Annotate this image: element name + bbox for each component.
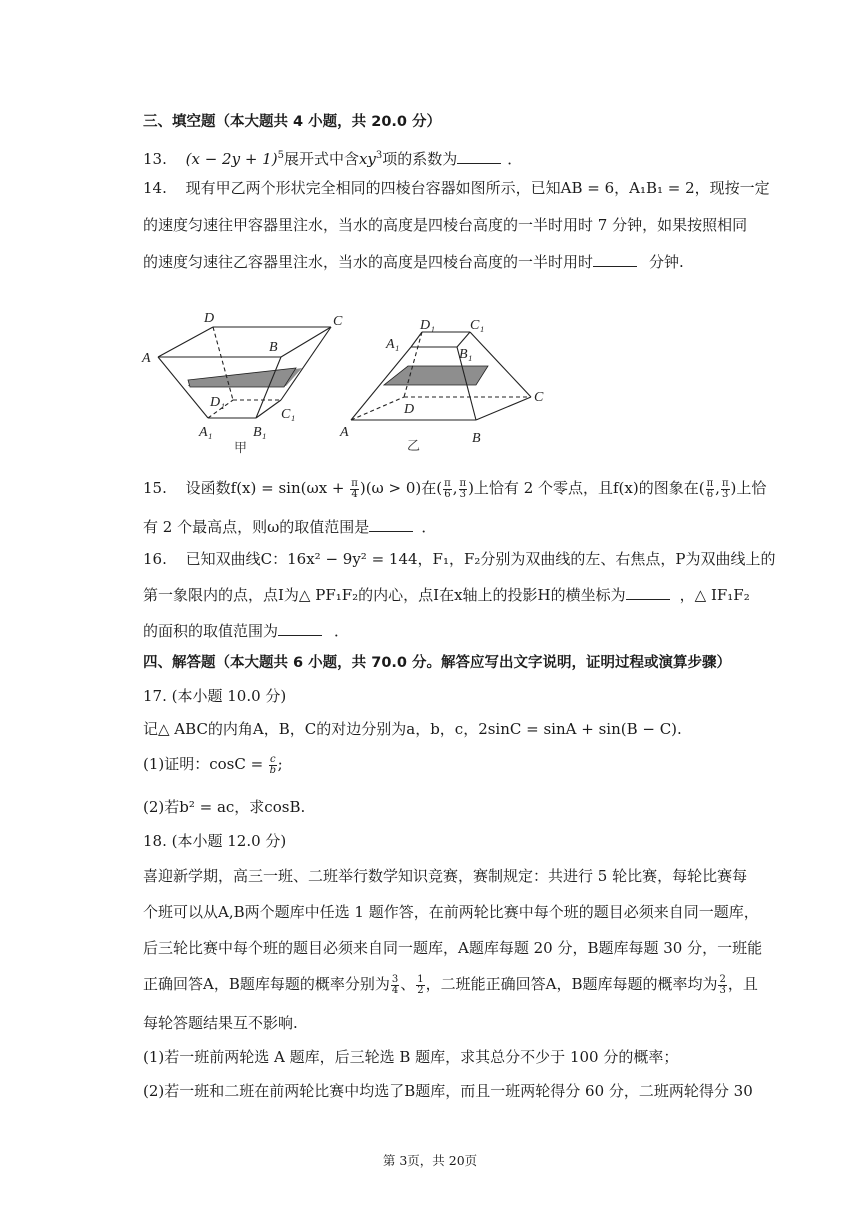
q13-end: ． (507, 150, 523, 168)
yi-label-d1: D₁ (420, 318, 435, 333)
yi-label-c1: C₁ (470, 318, 485, 333)
figure-yi (351, 332, 531, 420)
frac-num: π (721, 477, 729, 489)
frac-den: b (269, 764, 276, 776)
frustum-figures (136, 300, 556, 460)
frac-den: 3 (459, 488, 466, 500)
frac-num: 1 (417, 973, 424, 985)
figure-jia (158, 327, 331, 418)
question-16-line-2 (143, 585, 750, 605)
frac-den: 6 (706, 488, 714, 500)
jia-label-c: C (333, 314, 343, 329)
frac-num: π (706, 477, 714, 489)
question-15-line-2 (143, 517, 436, 537)
q16-answer-blank-1 (626, 585, 670, 600)
q14-line-1-text: 现有甲乙两个形状完全相同的四棱台容器如图所示，已知AB = 6，A₁B₁ = 2，现按一定 (185, 179, 770, 197)
q17-header: 17. (本小题 10.0 分) (143, 687, 287, 705)
jia-label-d1: D₁ (210, 395, 225, 410)
q16-line-3-text: 的面积的取值范围为 (143, 622, 279, 640)
q15-frac-pi-6-b (706, 479, 715, 500)
q16-end: ． (334, 622, 350, 640)
q15-text-c: )上恰有 2 个零点，且f(x)的图象在( (468, 479, 705, 497)
q15-number: 15. (143, 479, 167, 497)
q18-line-4 (143, 974, 758, 996)
question-14-line-1 (143, 178, 770, 198)
q14-line-2: 的速度匀速往甲容器里注水，当水的高度是四棱台高度的一半时用时 7 分钟，如果按照相同 (143, 216, 748, 234)
question-16-line-1 (143, 549, 776, 569)
q18-part-2: (2)若一班和二班在前两轮比赛中均选了B题库，而且一班两轮得分 60 分，二班两轮得分 30 (143, 1082, 753, 1100)
q15-frac-pi-3-b (721, 479, 730, 500)
q18-line-4-text-a: 正确回答A，B题库每题的概率分别为 (143, 975, 390, 993)
yi-label-b: B (472, 431, 481, 446)
frac-num: π (351, 477, 358, 489)
frac-num: π (459, 477, 467, 489)
q14-line-3-text-b: 分钟. (649, 253, 684, 271)
q15-line-2-text: 有 2 个最高点，则ω的取值范围是 (143, 518, 370, 536)
q13-exponent: 5 (277, 150, 284, 161)
question-16-line-3 (143, 621, 349, 641)
q15-text-a: 设函数f(x) = sin(ωx + (185, 479, 350, 497)
q18-frac-2-3 (718, 975, 726, 996)
q13-text-b: 项的系数为 (382, 150, 458, 168)
yi-water-surface (384, 366, 488, 385)
question-14-line-3 (143, 252, 684, 272)
yi-label-c: C (534, 390, 544, 405)
q13-answer-blank (457, 149, 501, 164)
q18-line-1: 喜迎新学期，高三一班、二班举行数学知识竞赛，赛制规定：共进行 5 轮比赛，每轮比赛每 (143, 867, 748, 885)
section-4-title: 四、解答题（本大题共 6 小题，共 70.0 分。解答应写出文字说明，证明过程或演算步骤） (143, 655, 732, 671)
q14-number: 14. (143, 179, 167, 197)
yi-label-a: A (340, 425, 349, 440)
yi-label-b1: B₁ (459, 347, 473, 362)
frac-den: 2 (417, 984, 424, 996)
q17-frac-c-b (269, 755, 277, 776)
frac-num: c (269, 753, 276, 765)
jia-label-a: A (142, 351, 151, 366)
q16-line-2-text-b: ，△ IF₁F₂ (679, 586, 750, 604)
page-footer: 第 3页，共 20页 (382, 1153, 478, 1168)
frac-den: 3 (722, 488, 729, 500)
q15-frac-pi-4 (350, 479, 359, 500)
q18-part-1: (1)若一班前两轮选 A 题库，后三轮选 B 题库，求其总分不少于 100 分的概率； (143, 1048, 679, 1066)
q18-header: 18. (本小题 12.0 分) (143, 832, 287, 850)
section-3-title: 三、填空题（本大题共 4 小题，共 20.0 分） (143, 114, 442, 130)
jia-label-c1: C₁ (281, 407, 296, 422)
question-15-line-1: 15. 设函数f(x) = sin(ωx + $\frac{\pi}{4}$ )(ω > 0)在( $\frac{\pi}{6}$ , $\frac{\pi}{3}$ )上恰有 2 个零点，且f(x)的图象在( $\frac{\pi}{6}$ , $\frac{\pi}{3}$ )上恰 (143, 477, 767, 500)
frac-den: 4 (351, 488, 358, 500)
q18-frac-1-2 (416, 975, 424, 996)
jia-label-d: D (204, 311, 215, 326)
question-13 (143, 146, 522, 169)
q15-text-b: )(ω > 0)在( (359, 479, 443, 497)
q16-line-2-text-a: 第一象限内的点，点I为△ PF₁F₂的内心，点I在x轴上的投影H的横坐标为 (143, 586, 626, 604)
q17-part-1-end: ; (277, 755, 283, 773)
q18-line-3: 后三轮比赛中每个班的题目必须来自同一题库，A题库每题 20 分，B题库每题 30 分，一班能 (143, 939, 763, 957)
q17-line-1: 记△ ABC的内角A，B，C的对边分别为a，b，c，2sinC = sinA + sin(B − C). (143, 720, 682, 738)
q18-line-4-text-b: ，二班能正确回答A，B题库每题的概率均为 (425, 975, 718, 993)
figure-yi-caption: 乙 (407, 439, 421, 454)
frac-den: 4 (391, 984, 399, 996)
q17-part-2: (2)若b² = ac，求cosB. (143, 798, 306, 816)
frac-den: 3 (719, 984, 726, 996)
frac-den: 6 (444, 488, 451, 500)
q18-line-2: 个班可以从A,B两个题库中任选 1 题作答，在前两轮比赛中每个班的题目必须来自同一题库， (143, 903, 759, 921)
q15-end: ． (421, 518, 437, 536)
q15-frac-pi-3 (459, 479, 468, 500)
jia-label-b: B (269, 340, 278, 355)
q15-frac-pi-6 (443, 479, 452, 500)
q17-part-1 (143, 754, 283, 776)
q13-expression: (x − 2y + 1) (185, 150, 278, 168)
frac-num: π (444, 477, 451, 489)
q14-answer-blank (593, 252, 637, 267)
q14-line-3-text-a: 的速度匀速往乙容器里注水，当水的高度是四棱台高度的一半时用时 (143, 253, 594, 271)
q13-text-a: 展开式中含 (283, 150, 359, 168)
q13-number: 13. (143, 150, 167, 168)
frac-num: 2 (719, 973, 726, 985)
q13-term-exponent: 3 (375, 150, 383, 161)
yi-label-a1: A₁ (386, 337, 400, 352)
q16-answer-blank-2 (278, 621, 322, 636)
q13-term: xy (358, 150, 376, 168)
yi-label-d: D (404, 402, 415, 417)
q17-part-1-text: (1)证明：cosC = (143, 755, 268, 773)
q18-separator: 、 (400, 975, 416, 993)
q18-frac-3-4 (391, 975, 399, 996)
q15-text-d: )上恰 (730, 479, 767, 497)
jia-label-a1: A₁ (199, 425, 213, 440)
frac-num: 3 (391, 973, 399, 985)
q18-line-4-text-c: ，且 (727, 975, 758, 993)
q15-answer-blank (369, 517, 413, 532)
q18-line-5: 每轮答题结果互不影响. (143, 1014, 298, 1032)
jia-label-b1: B₁ (253, 425, 267, 440)
q16-number: 16. (143, 550, 167, 568)
q16-line-1-text: 已知双曲线C：16x² − 9y² = 144，F₁，F₂分别为双曲线的左、右焦点，P为双曲线上的 (185, 550, 776, 568)
figure-jia-caption: 甲 (234, 441, 248, 456)
